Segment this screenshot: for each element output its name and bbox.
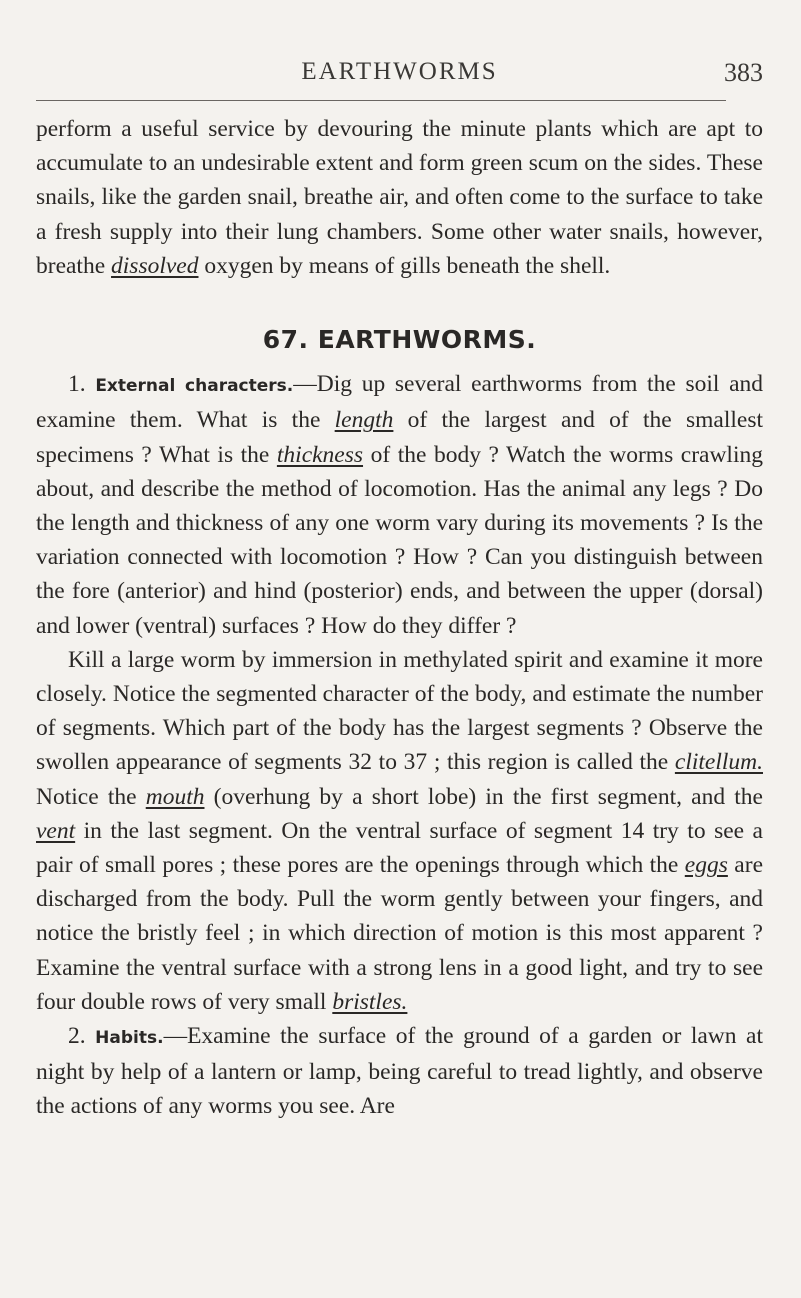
- subheading-habits: Habits.: [95, 1028, 164, 1049]
- intro-paragraph: [36, 112, 763, 283]
- item-number: 1.: [68, 371, 96, 398]
- p3-text-1: —Examine the surface of the ground of a garden or lawn at night by help of a lantern or lamp, being careful to tread lightly, and observe the actions of any worms you see. Are: [36, 1023, 763, 1120]
- p2-text-3: (overhung by a short lobe) in the first segment, and the: [204, 783, 763, 810]
- term-vent: vent: [36, 817, 76, 844]
- habits-paragraph: [36, 1019, 763, 1124]
- item-number: 2.: [68, 1023, 96, 1050]
- dissection-paragraph: [36, 643, 763, 1019]
- external-characters-paragraph: [36, 367, 763, 643]
- term-bristles: bristles.: [332, 988, 408, 1015]
- p1-text-2: of the largest and of the smallest specimens ? What is the: [36, 407, 764, 468]
- page-number: 383: [724, 58, 763, 87]
- running-head: EARTHWORMS: [301, 58, 498, 85]
- page-header: [36, 58, 763, 92]
- term-clitellum: clitellum.: [674, 749, 763, 776]
- intro-text-1: perform a useful service by devouring the minute plants which are apt to accumulate to an undesirable extent and form green scum on the sides. These snails, like the garden snail, breathe air, and often come to the surface to take a fresh supply into their lung chambers. Some other water snails, however, breathe: [36, 116, 763, 279]
- p1-text-3: of the body ? Watch the worms crawling about, and describe the method of locomotion. Has the animal any legs ? Do the length and thickness of any one worm vary during its movements ? Is the variation connected with locomotion ? How ? Can you distinguish between the fore (anterior) and hind (posterior) ends, and between the upper (dorsal) and lower (ventral) surfaces ? How do they differ ?: [36, 441, 763, 639]
- p2-text-2: Notice the: [36, 783, 146, 810]
- page-body: [36, 112, 763, 1124]
- term-mouth: mouth: [145, 783, 205, 810]
- p2-text-1: Kill a large worm by immersion in methylated spirit and examine it more closely. Notice the segmented character of the body, and estimate the number of segments. Which part of the body has the largest segments ? Observe the swollen appearance of segments 32 to 37 ; this region is called the: [36, 646, 763, 776]
- p2-text-5: are discharged from the body. Pull the worm gently between your fingers, and notice the bristly feel ; in which direction of motion is this most apparent ? Examine the ventral surface with a strong lens in a good light, and try to see four double rows of very small: [36, 852, 763, 1015]
- term-length: length: [334, 407, 394, 434]
- section-heading: 67. EARTHWORMS.: [262, 325, 537, 355]
- intro-text-2: oxygen by means of gills beneath the shell.: [198, 252, 611, 279]
- header-rule: [36, 100, 726, 101]
- term-thickness: thickness: [276, 441, 364, 468]
- subheading-external-characters: External characters.: [95, 376, 294, 397]
- p1-text-1: —Dig up several earthworms from the soil and examine them. What is the: [36, 371, 764, 434]
- term-dissolved: dissolved: [111, 252, 199, 279]
- p2-text-4: in the last segment. On the ventral surface of segment 14 try to see a pair of small pores ; these pores are the openings through which the: [36, 817, 763, 879]
- term-eggs: eggs: [684, 852, 728, 879]
